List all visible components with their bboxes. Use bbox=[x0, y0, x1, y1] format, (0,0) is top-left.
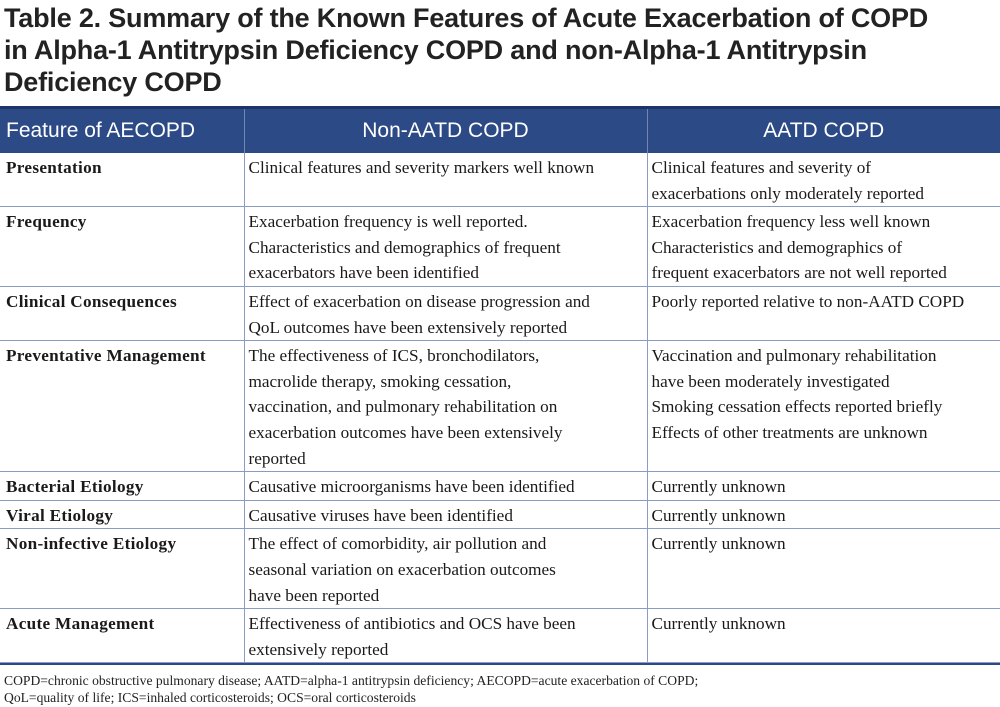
table-row bbox=[0, 529, 1000, 609]
cell-text-line: have been moderately investigated bbox=[651, 371, 890, 391]
row-feature: Bacterial Etiology bbox=[0, 472, 244, 501]
table-title bbox=[0, 0, 990, 106]
cell-non-aatd bbox=[244, 286, 647, 340]
table-row bbox=[0, 207, 1000, 287]
footnote-line: QoL=quality of life; ICS=inhaled corticosteroids; OCS=oral corticosteroids bbox=[4, 690, 416, 706]
table-row bbox=[0, 153, 1000, 207]
cell-text-line: Characteristics and demographics of bbox=[651, 237, 903, 257]
cell-non-aatd bbox=[244, 500, 647, 529]
cell-text-line: Smoking cessation effects reported briefly bbox=[651, 397, 943, 417]
cell-text-line: Characteristics and demographics of frequent bbox=[248, 237, 561, 257]
table-row bbox=[0, 609, 1000, 663]
title-line: in Alpha-1 Antitrypsin Deficiency COPD and non-Alpha-1 Antitrypsin bbox=[4, 35, 867, 65]
table-row bbox=[0, 341, 1000, 472]
header-feature: Feature of AECOPD bbox=[0, 108, 244, 154]
cell-text-line: Causative microorganisms have been identified bbox=[248, 477, 575, 497]
table-header bbox=[0, 108, 1000, 154]
cell-non-aatd bbox=[244, 207, 647, 287]
cell-text-line: Clinical features and severity of bbox=[651, 158, 872, 177]
cell-text-line: exacerbators have been identified bbox=[248, 263, 479, 283]
row-feature: Acute Management bbox=[0, 609, 244, 663]
row-feature: Viral Etiology bbox=[0, 500, 244, 529]
cell-text-line: seasonal variation on exacerbation outcomes bbox=[248, 559, 556, 579]
cell-text-line: Clinical features and severity markers well known bbox=[248, 158, 595, 177]
cell-text-line: The effectiveness of ICS, bronchodilators, bbox=[248, 346, 540, 366]
cell-text-line: Effect of exacerbation on disease progression and bbox=[248, 291, 590, 311]
cell-aatd bbox=[647, 341, 1000, 472]
cell-text-line: Currently unknown bbox=[651, 477, 786, 497]
cell-text-line: macrolide therapy, smoking cessation, bbox=[248, 371, 512, 391]
row-feature: Frequency bbox=[0, 207, 244, 287]
row-feature: Preventative Management bbox=[0, 341, 244, 472]
cell-text-line: Currently unknown bbox=[651, 534, 786, 554]
title-line: Table 2. Summary of the Known Features of Acute Exacerbation of COPD bbox=[4, 3, 929, 33]
cell-text-line: Effectiveness of antibiotics and OCS have been bbox=[248, 614, 576, 634]
footnote-line: COPD=chronic obstructive pulmonary disease; AATD=alpha-1 antitrypsin deficiency; AECOPD=acute exacerbation of COPD; bbox=[4, 673, 699, 689]
cell-text-line: Exacerbation frequency less well known bbox=[651, 212, 931, 232]
cell-aatd bbox=[647, 529, 1000, 609]
table-body bbox=[0, 153, 1000, 663]
summary-table bbox=[0, 106, 1000, 663]
cell-aatd bbox=[647, 500, 1000, 529]
cell-non-aatd bbox=[244, 472, 647, 501]
cell-non-aatd bbox=[244, 341, 647, 472]
cell-text-line: exacerbation outcomes have been extensively bbox=[248, 422, 563, 442]
cell-text-line: Exacerbation frequency is well reported. bbox=[248, 212, 528, 232]
cell-non-aatd bbox=[244, 609, 647, 663]
cell-text-line: Effects of other treatments are unknown bbox=[651, 422, 928, 442]
table-row bbox=[0, 500, 1000, 529]
row-feature: Presentation bbox=[0, 153, 244, 207]
title-line: Deficiency COPD bbox=[4, 67, 222, 97]
footnote bbox=[0, 663, 1000, 706]
cell-text-line: The effect of comorbidity, air pollution and bbox=[248, 534, 547, 554]
cell-text-line: QoL outcomes have been extensively reported bbox=[248, 317, 568, 337]
cell-aatd bbox=[647, 609, 1000, 663]
header-non-aatd: Non-AATD COPD bbox=[244, 108, 647, 154]
cell-text-line: Poorly reported relative to non-AATD COPD bbox=[651, 291, 965, 311]
cell-text-line: Causative viruses have been identified bbox=[248, 505, 513, 525]
row-feature: Non-infective Etiology bbox=[0, 529, 244, 609]
cell-text-line: Currently unknown bbox=[651, 614, 786, 634]
cell-non-aatd bbox=[244, 153, 647, 207]
cell-aatd bbox=[647, 286, 1000, 340]
header-aatd: AATD COPD bbox=[647, 108, 1000, 154]
cell-non-aatd bbox=[244, 529, 647, 609]
table-row bbox=[0, 286, 1000, 340]
cell-aatd bbox=[647, 472, 1000, 501]
cell-text-line: have been reported bbox=[248, 585, 380, 605]
table-row bbox=[0, 472, 1000, 501]
cell-text-line: frequent exacerbators are not well reported bbox=[651, 263, 947, 283]
cell-text-line: vaccination, and pulmonary rehabilitation on bbox=[248, 397, 558, 417]
cell-aatd bbox=[647, 153, 1000, 207]
cell-aatd bbox=[647, 207, 1000, 287]
row-feature: Clinical Consequences bbox=[0, 286, 244, 340]
cell-text-line: extensively reported bbox=[248, 639, 389, 659]
cell-text-line: exacerbations only moderately reported bbox=[651, 183, 924, 203]
cell-text-line: reported bbox=[248, 448, 306, 468]
cell-text-line: Vaccination and pulmonary rehabilitation bbox=[651, 346, 937, 366]
cell-text-line: Currently unknown bbox=[651, 505, 786, 525]
